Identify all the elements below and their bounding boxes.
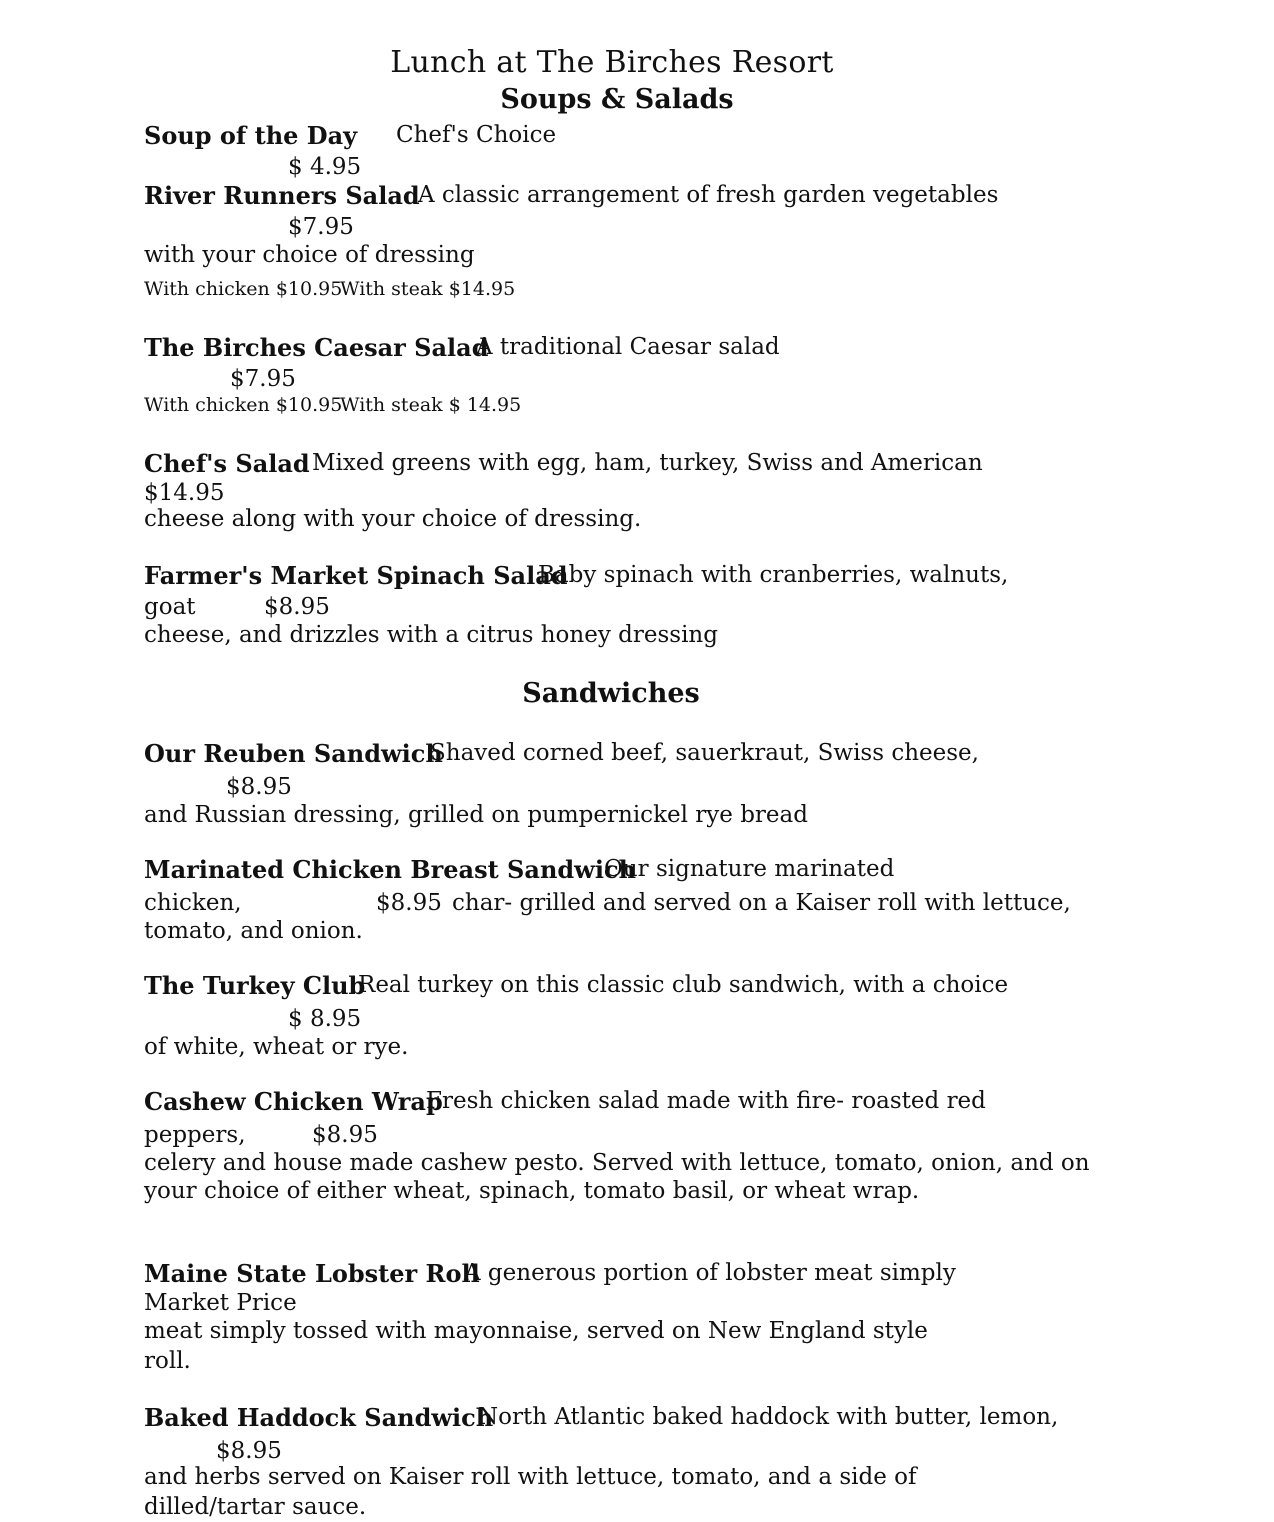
item-price-haddock: $8.95 [216,1438,282,1464]
item-name-river-runners: River Runners Salad [144,181,420,210]
item-price-caesar: $7.95 [230,366,296,392]
item-desc-line-haddock: and herbs served on Kaiser roll with lettuce, tomato, and a side of [144,1464,917,1490]
item-option-river-steak: With steak $14.95 [340,278,516,300]
item-option-river-chicken: With chicken $10.95 [144,278,343,300]
item-desc-line-cashew-wrap-3: your choice of either wheat, spinach, tomato basil, or wheat wrap. [144,1178,920,1204]
item-price-reuben: $8.95 [226,774,292,800]
item-name-soup: Soup of the Day [144,121,358,150]
item-desc-line-chicken-breast-2: char- grilled and served on a Kaiser roll with lettuce, [452,890,1071,916]
item-option-caesar-steak: With steak $ 14.95 [340,394,522,416]
item-desc-lobster-roll: A generous portion of lobster meat simply [464,1260,956,1286]
item-desc-line-chicken-breast-3: tomato, and onion. [144,918,363,944]
item-price-chicken-breast: $8.95 [376,890,442,916]
item-price-river-runners: $7.95 [288,214,354,240]
item-name-caesar: The Birches Caesar Salad [144,333,489,362]
item-desc-line-lobster-roll-2: roll. [144,1348,191,1374]
item-desc-line-haddock-2: dilled/tartar sauce. [144,1494,367,1520]
item-price-soup: $ 4.95 [288,154,362,180]
item-desc-line-turkey-club: of white, wheat or rye. [144,1034,409,1060]
item-desc-line-cashew-wrap: peppers, [144,1122,246,1148]
item-desc-reuben: Shaved corned beef, sauerkraut, Swiss cheese, [430,740,979,766]
item-desc-chicken-breast: Our signature marinated [604,856,895,882]
item-price-turkey-club: $ 8.95 [288,1006,362,1032]
section-heading-sandwiches: Sandwiches [522,678,700,709]
item-desc-line-lobster-roll: meat simply tossed with mayonnaise, served on New England style [144,1318,928,1344]
item-desc-line-river-runners: with your choice of dressing [144,242,475,268]
item-desc-spinach-salad: Baby spinach with cranberries, walnuts, [538,562,1009,588]
item-desc-line-chefs-salad: cheese along with your choice of dressing. [144,506,642,532]
item-desc-line-chicken-breast: chicken, [144,890,242,916]
item-price-chefs-salad: $14.95 [144,480,225,506]
item-name-turkey-club: The Turkey Club [144,971,366,1000]
item-desc-haddock: North Atlantic baked haddock with butter, lemon, [478,1404,1059,1430]
item-desc-soup: Chef's Choice [396,122,557,148]
item-desc-turkey-club: Real turkey on this classic club sandwich, with a choice [358,972,1009,998]
item-desc-river-runners: A classic arrangement of fresh garden vegetables [418,182,999,208]
item-desc-line-spinach-salad-2: cheese, and drizzles with a citrus honey dressing [144,622,718,648]
item-desc-caesar: A traditional Caesar salad [476,334,780,360]
item-desc-line-reuben: and Russian dressing, grilled on pumpernickel rye bread [144,802,808,828]
item-name-spinach-salad: Farmer's Market Spinach Salad [144,561,568,590]
item-name-chefs-salad: Chef's Salad [144,449,310,478]
item-name-cashew-wrap: Cashew Chicken Wrap [144,1087,443,1116]
item-option-caesar-chicken: With chicken $10.95 [144,394,343,416]
page-title: Lunch at The Birches Resort [390,45,834,80]
section-heading-soups-salads: Soups & Salads [500,84,734,115]
item-desc-line-cashew-wrap-2: celery and house made cashew pesto. Served with lettuce, tomato, onion, and on [144,1150,1090,1176]
item-name-chicken-breast: Marinated Chicken Breast Sandwich [144,855,637,884]
item-name-reuben: Our Reuben Sandwich [144,739,443,768]
item-desc-cashew-wrap: Fresh chicken salad made with fire- roasted red [426,1088,986,1114]
item-name-haddock: Baked Haddock Sandwich [144,1403,494,1432]
item-price-cashew-wrap: $8.95 [312,1122,378,1148]
item-desc-chefs-salad: Mixed greens with egg, ham, turkey, Swiss and American [312,450,983,476]
item-price-lobster-roll: Market Price [144,1290,297,1316]
item-price-spinach-salad: $8.95 [264,594,330,620]
item-name-lobster-roll: Maine State Lobster Roll [144,1259,480,1288]
item-desc-line-spinach-salad: goat [144,594,196,620]
